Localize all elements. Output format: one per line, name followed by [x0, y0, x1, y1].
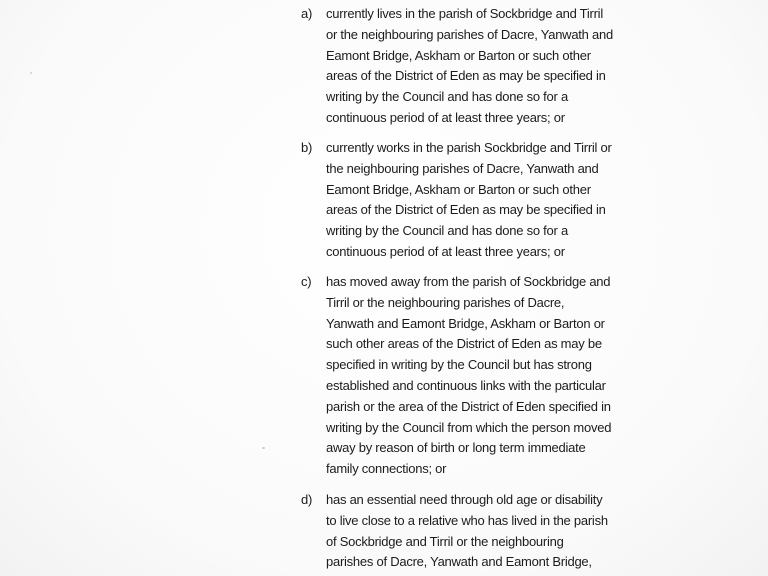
clause-text	[326, 490, 686, 573]
clause-line: parish or the area of the District of Eden specified in	[326, 398, 611, 414]
clause-letter: a)	[301, 6, 313, 21]
clause-letter: c)	[301, 274, 312, 289]
clause-line: of Sockbridge and Tirril or the neighbouring	[326, 533, 564, 549]
clause-line: writing by the Council and has done so for a	[326, 223, 568, 239]
clause-line: has moved away from the parish of Sockbridge and	[326, 274, 611, 289]
clause-line: Eamont Bridge, Askham or Barton or such other	[326, 181, 591, 197]
clause-line: currently lives in the parish of Sockbridge and Tirril	[326, 6, 603, 21]
clause-line: areas of the District of Eden as may be specified in	[326, 202, 606, 218]
clause-text	[326, 272, 686, 480]
scan-speck	[30, 72, 32, 74]
clause-text	[326, 4, 686, 129]
clause-line: parishes of Dacre, Yanwath and Eamont Bridge,	[326, 554, 592, 570]
clause-line: areas of the District of Eden as may be specified in	[326, 68, 606, 84]
clause-line: the neighbouring parishes of Dacre, Yanwath and	[326, 160, 599, 176]
clause-line: Eamont Bridge, Askham or Barton or such other	[326, 47, 591, 63]
clause-line: Yanwath and Eamont Bridge, Askham or Barton or	[326, 315, 605, 331]
clause-text	[326, 138, 686, 263]
clause-line: established and continuous links with the particular	[326, 377, 606, 393]
clause-line: to live close to a relative who has lived in the parish	[326, 512, 608, 528]
clause-letter: b)	[301, 140, 313, 155]
clause-line: writing by the Council and has done so for a	[326, 89, 568, 105]
clause-line: away by reason of birth or long term immediate	[326, 440, 586, 456]
clause-letter: d)	[301, 492, 313, 507]
clause-line: specified in writing by the Council but has strong	[326, 357, 592, 373]
clause-line: family connections; or	[326, 461, 447, 477]
scan-speck	[262, 447, 265, 449]
clause-line: writing by the Council from which the person moved	[326, 419, 612, 435]
clause-line: has an essential need through old age or disability	[326, 492, 603, 507]
clause-line: Tirril or the neighbouring parishes of Dacre,	[326, 294, 565, 310]
clause-line: continuous period of at least three years; or	[326, 243, 565, 259]
clause-line: such other areas of the District of Eden as may be	[326, 336, 602, 352]
clause-line: continuous period of at least three years; or	[326, 109, 565, 125]
clause-line: or the neighbouring parishes of Dacre, Yanwath and	[326, 26, 613, 42]
clause-line: currently works in the parish Sockbridge and Tirril or	[326, 140, 612, 155]
